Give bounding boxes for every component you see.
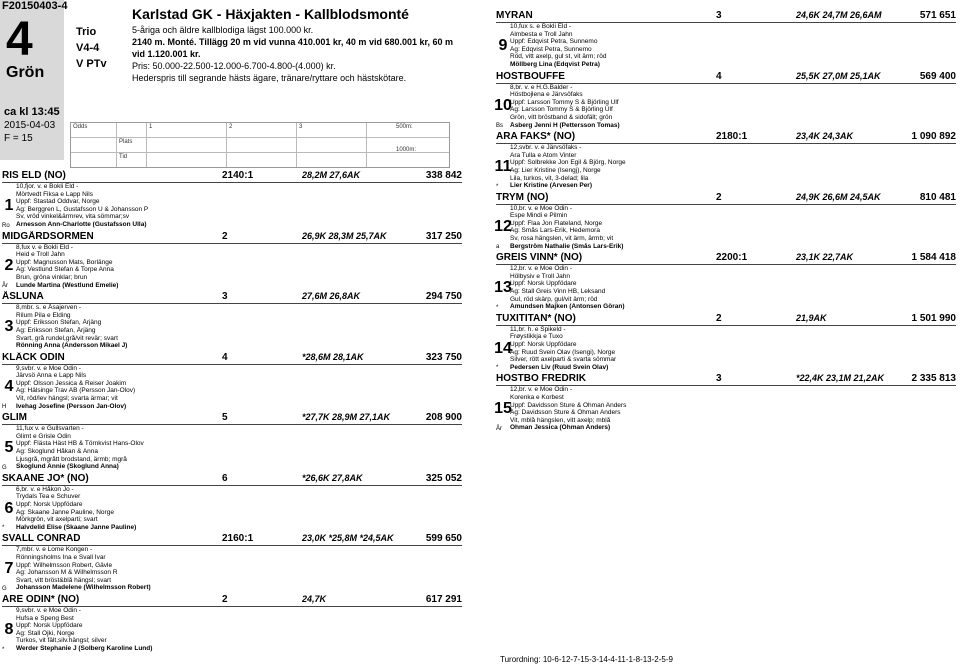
start-number: 12 — [494, 218, 512, 236]
horse-header — [2, 170, 462, 183]
time-box — [0, 104, 64, 160]
horse-earnings: 338 842 — [425, 170, 462, 181]
horse-info-line: Rönningsholms Ina e Svall Ivar — [16, 553, 106, 561]
horse-earnings: 323 750 — [425, 351, 462, 363]
horse-header — [2, 473, 462, 486]
horse-info-line: Järvsö Anna e Lapp Nils — [16, 372, 87, 380]
horse-info-line: Silver, rött axelparti & svarta sömmar — [510, 356, 617, 364]
horse-info-line: Vit, röd/lev hängsl; svarta ärmar; vit — [16, 395, 118, 403]
horse-entry — [2, 352, 462, 411]
horse-info-line: Mörkgrön, vit axelparti; svart — [16, 516, 98, 524]
horse-entry — [496, 131, 956, 190]
race-info-line: 2140 m. Monté. Tillägg 20 m vid vunna 410.001 kr, 40 m vid 680.001 kr, 60 m vid 1.120.001 kr. — [132, 37, 454, 59]
horse-best-times: 24,6K 24,7M 26,6AM — [796, 10, 882, 20]
rider-name: Öhman Jessica (Öhman Anders) — [510, 424, 611, 432]
horse-info-line: Uppf: Norsk Uppfödare — [510, 280, 577, 288]
horse-info-line: Brun, gröna vinklar; brun — [16, 273, 88, 281]
horse-header — [2, 231, 462, 244]
start-number: 9 — [498, 36, 508, 54]
horse-name: SKAANE JO* (NO) — [2, 472, 89, 484]
start-number: 15 — [494, 400, 512, 418]
horse-info-line: Äg: Eriksson Stefan, Årjäng — [16, 326, 96, 334]
horse-info-line: Äg: Ruud Svein Olav (Isengi), Norge — [510, 348, 616, 356]
f-value: F = 15 — [4, 133, 33, 144]
horse-info-line: Hölbysiv e Troll Jahn — [510, 272, 570, 280]
horse-record: 2 — [222, 593, 228, 605]
horse-entry — [496, 10, 956, 69]
shoe-note: Bs — [496, 123, 504, 130]
horse-header — [2, 291, 462, 304]
horse-info-line: Äg: Skaane Janne Pauline, Norge — [16, 508, 114, 516]
horse-info-line: Uppf: Davidsson Sture & Öhman Anders — [510, 401, 627, 409]
horse-info-line: Svart, grå rundel,grå/vit revär; svart — [16, 334, 118, 342]
horse-info-line: Äg: Davidsson Sture & Öhman Anders — [510, 409, 621, 417]
horse-best-times: 23,0K *25,8M *24,5AK — [302, 533, 394, 544]
horse-info-line: Korenka e Korbest — [510, 393, 564, 401]
horse-entry — [2, 594, 462, 653]
shoe-note: Ro — [2, 222, 10, 229]
horse-info-line: 10,br. v. e Moe Odin - — [510, 204, 573, 212]
horse-info-line: 10,fjor. v. e Bokli Eld - — [16, 183, 79, 190]
horse-earnings: 2 335 813 — [911, 373, 956, 385]
horse-header — [496, 313, 956, 326]
plats-label: Plats — [119, 139, 133, 145]
shoe-note: a — [496, 244, 500, 251]
horse-info-line: Äg: Larsson Tommy S & Björling Ulf — [510, 106, 613, 114]
race-info-line: Pris: 50.000-22.500-12.000-6.700-4.800-(4.000) kr. — [132, 61, 336, 71]
horse-info-line: 7,mbr. v. e Lome Kongen - — [16, 546, 93, 554]
horse-info-line: Hufsa e Speng Best — [16, 614, 74, 622]
horse-name: GREIS VINN* (NO) — [496, 252, 583, 264]
horse-header — [2, 352, 462, 365]
horse-info-line: 12,br. v. e Moe Odin - — [510, 265, 573, 273]
start-number: 7 — [4, 560, 14, 578]
horse-record: 5 — [222, 412, 228, 424]
horse-earnings: 1 584 418 — [911, 252, 956, 264]
horse-info-line: Äg: Smås Lars-Erik, Hedemora — [510, 227, 600, 235]
horse-info-line: Gul, röd skärp, gul/vit ärm; röd — [510, 295, 598, 303]
horse-record: 2140:1 — [222, 170, 254, 181]
shoe-note: * — [496, 183, 499, 190]
shoe-note: G — [2, 464, 7, 471]
horse-info-line: 6,br. v. e Håkon Jo - — [16, 485, 74, 493]
horse-info-line: Uppf: Olsson Jessica & Reiser Joakim — [16, 379, 127, 387]
horse-record: 2 — [222, 230, 228, 242]
dist-1000-label: 1000m: — [396, 147, 417, 153]
rider-name: Lunde Martina (Westlund Emelie) — [16, 281, 119, 289]
horse-info-line: Espe Mindi e Pilmin — [510, 212, 568, 220]
horse-info-line: Äg: Edqvist Petra, Sunnemo — [510, 45, 592, 53]
race-number: 4 — [6, 13, 33, 66]
start-number: 8 — [4, 620, 14, 638]
rider-name: Lier Kristine (Arvesen Per) — [510, 182, 593, 190]
left-horse-column — [2, 170, 462, 655]
rider-name: Möllberg Lina (Edqvist Petra) — [510, 60, 600, 68]
horse-best-times: *28,6M 28,1AK — [302, 351, 364, 362]
horse-info-line: 11,fux v. e Gullsvarten - — [16, 425, 84, 433]
race-title: Karlstad GK - Häxjakten - Kallblodsmonté — [132, 6, 409, 22]
horse-record: 2 — [716, 312, 722, 324]
horse-info-line: Äg: Berggren L, Gustafsson U & Johansson P — [16, 205, 149, 213]
horse-info-line: Uppf: Flästa Häst HB & Törnkvist Hans-Olov — [16, 440, 144, 448]
horse-record: 6 — [222, 472, 228, 484]
start-number: 4 — [4, 378, 14, 396]
horse-entry — [496, 71, 956, 130]
horse-record: 4 — [716, 70, 722, 82]
shoe-note: H — [2, 404, 7, 411]
rider-name: Bergström Nathalie (Smås Lars-Erik) — [510, 242, 624, 250]
shoe-note: * — [2, 525, 5, 532]
horse-info-line: 12,svbr. v. e Järvsöfaks - — [510, 144, 582, 152]
horse-earnings: 317 250 — [425, 230, 462, 242]
horse-record: 3 — [716, 10, 722, 21]
horse-earnings: 208 900 — [425, 412, 462, 424]
horse-earnings: 569 400 — [919, 70, 956, 82]
horse-best-times: 26,9K 28,3M 25,7AK — [302, 230, 387, 241]
start-number: 11 — [494, 157, 512, 175]
horse-name: MIDGÅRDSORMEN — [2, 230, 94, 242]
horse-best-times: 24,7K — [302, 593, 327, 604]
horse-best-times: *22,4K 23,1M 21,2AK — [796, 373, 885, 384]
shoe-note: År — [496, 425, 502, 432]
horse-info-line: 8,fux v. e Bokli Eld - — [16, 243, 73, 251]
horse-info-line: Äg: Vestlund Stefan & Torpe Anna — [16, 266, 114, 274]
horse-header — [496, 71, 956, 84]
horse-info-line: Turkos, vit fält,silv.hängsl; silver — [16, 637, 107, 645]
horse-info-line: Äg: Skoglund Håkan & Anna — [16, 448, 99, 456]
race-info-line: 5-åriga och äldre kallblodiga lägst 100.000 kr. — [132, 25, 314, 35]
col-label: 3 — [299, 124, 303, 130]
horse-info-line: 9,svbr. v. e Moe Odin - — [16, 606, 81, 614]
horse-record: 3 — [716, 373, 722, 385]
horse-best-times: 27,6M 26,8AK — [302, 291, 361, 302]
start-number: 14 — [494, 339, 512, 357]
horse-name: ÅSLUNA — [2, 291, 44, 303]
rider-name: Åsberg Jenni H (Pettersson Tomas) — [510, 121, 620, 129]
horse-info-line: Rilum Pila e Elding — [16, 311, 71, 319]
shoe-note: År — [2, 283, 8, 290]
horse-name: GLIM — [2, 412, 27, 424]
horse-info-line: Uppf: Stastad Oddvar, Norge — [16, 198, 100, 206]
horse-info-line: 12,br. v. e Moe Odin - — [510, 386, 573, 394]
horse-info-line: Äg: Johansson M & Wilhelmsson R — [16, 569, 118, 577]
horse-info-line: Höstbojlena e Järvsöfaks — [510, 91, 583, 99]
horse-info-line: Uppf: Larsson Tommy S & Björling Ulf — [510, 98, 619, 106]
horse-best-times: 24,9K 26,6M 24,5AK — [796, 191, 881, 202]
horse-info-line: Ara Tulla e Atom Vinter — [510, 151, 577, 159]
shoe-note: G — [2, 585, 7, 592]
col-label: 1 — [149, 124, 153, 130]
rider-name: Amundsen Majken (Antonsen Göran) — [510, 303, 625, 311]
horse-entry — [496, 373, 956, 432]
horse-entry — [496, 192, 956, 251]
horse-record: 3 — [222, 291, 228, 303]
horse-earnings: 617 291 — [425, 593, 462, 605]
shoe-note: * — [2, 646, 5, 653]
horse-earnings: 1 090 892 — [911, 131, 956, 143]
horse-name: ARA FAKS* (NO) — [496, 131, 576, 143]
horse-info-line: Uppf: Norsk Uppfödare — [16, 501, 83, 508]
odds-grid — [70, 122, 450, 168]
horse-header — [496, 131, 956, 144]
horse-name: SVALL CONRAD — [2, 533, 81, 545]
start-number: 3 — [4, 317, 14, 335]
race-date: 2015-04-03 — [4, 120, 56, 131]
start-number: 10 — [494, 97, 512, 115]
bet-type: V PTv — [76, 58, 107, 70]
horse-entry — [2, 291, 462, 350]
rider-name: Johansson Madelene (Wilhelmsson Robert) — [16, 584, 151, 592]
horse-entry — [2, 412, 462, 471]
horse-info-line: Uppf: Norsk Uppfödare — [510, 341, 577, 348]
horse-entry — [496, 313, 956, 372]
horse-info-line: Uppf: Norsk Uppfödare — [16, 622, 83, 630]
horse-best-times: 21,9AK — [796, 312, 827, 323]
horse-entry — [2, 473, 462, 532]
horse-info-line: Sv, vröd vinkel&ärmrev, vita sömmar;sv — [16, 213, 130, 221]
horse-info-line: Glimt e Grisle Odin — [16, 432, 71, 440]
horse-info-line: Heid e Troll Jahn — [16, 251, 65, 259]
horse-info-line: Vit, mblå hängslen, vitt axelp; mblå — [510, 416, 611, 424]
horse-earnings: 325 052 — [425, 472, 462, 484]
horse-best-times: *26,6K 27,8AK — [302, 472, 363, 483]
turordning: Turordning: 10-6-12-7-15-3-14-4-11-1-8-13-2-5-9 — [500, 655, 673, 664]
horse-entry — [2, 170, 462, 229]
horse-best-times: 23,4K 24,3AK — [796, 131, 854, 142]
horse-info-line: Ljusgrå, mgrått brodstand, ärmb; mgrå — [16, 455, 127, 463]
rider-name: Skoglund Annie (Skoglund Anna) — [16, 463, 119, 471]
rider-name: Ivehag Josefine (Persson Jan-Olov) — [16, 402, 127, 410]
horse-record: 2180:1 — [716, 131, 748, 143]
horse-info-line: Uppf: Edqvist Petra, Sunnemo — [510, 38, 598, 46]
horse-record: 2160:1 — [222, 533, 254, 545]
start-number: 1 — [4, 196, 14, 214]
horse-record: 4 — [222, 351, 228, 363]
horse-name: TRYM (NO) — [496, 191, 549, 203]
horse-info-line: Mörtvedt Fiksa e Lapp Nils — [16, 190, 93, 198]
horse-earnings: 1 501 990 — [911, 312, 956, 324]
horse-info-line: Sv, rosa hängslen, vit ärm, ärmb; vit — [510, 235, 614, 243]
horse-name: RIS ELD (NO) — [2, 170, 66, 181]
horse-best-times: 25,5K 27,0M 25,1AK — [796, 70, 881, 81]
horse-record: 2 — [716, 191, 722, 203]
rider-name: Halvdelid Elise (Skaane Janne Pauline) — [16, 523, 137, 531]
horse-info-line: 11,br. h. e Spikeld - — [510, 325, 566, 333]
start-number: 5 — [4, 439, 14, 457]
horse-info-line: Äg: Hälsinge Trav AB (Persson Jan-Olov) — [16, 387, 136, 395]
race-info — [132, 24, 462, 84]
dist-500-label: 500m: — [396, 124, 413, 130]
horse-info-line: Äg: Stall Ojki, Norge — [16, 629, 75, 637]
shoe-note: * — [496, 304, 499, 311]
horse-earnings: 599 650 — [425, 533, 462, 545]
horse-best-times: 23,1K 22,7AK — [796, 252, 854, 263]
rider-name: Werder Stephanie J (Solberg Karoline Lund) — [16, 644, 153, 652]
program-code: F20150403-4 — [2, 0, 68, 12]
horse-entry — [2, 231, 462, 290]
horse-header — [2, 412, 462, 425]
start-time: ca kl 13:45 — [4, 106, 60, 118]
horse-info-line: Uppf: Solbrekke Jon Egil & Björg, Norge — [510, 159, 626, 167]
bet-types — [76, 24, 107, 72]
horse-info-line: Almbesta e Troll Jahn — [510, 30, 573, 38]
horse-info-line: Äg: Lier Kristine (Isengj), Norge — [510, 166, 601, 174]
horse-name: TUXITITAN* (NO) — [496, 312, 576, 324]
horse-info-line: Uppf: Wilhelmsson Robert, Gävle — [16, 561, 113, 569]
race-info-line: Hederspris till segrande hästs ägare, tränare/ryttare och hästskötare. — [132, 73, 407, 83]
horse-info-line: Svart, vitt bröst&blå hängsl; svart — [16, 576, 112, 584]
start-number: 6 — [4, 499, 14, 517]
horse-header — [496, 192, 956, 205]
horse-info-line: Frøystikkja e Tuxo — [510, 333, 563, 341]
rider-name: Pedersen Liv (Ruud Svein Olav) — [510, 363, 609, 371]
horse-header — [496, 373, 956, 386]
horse-info-line: Lila, turkos, vit, 3-delad; lila — [510, 174, 589, 182]
horse-name: ARE ODIN* (NO) — [2, 593, 80, 605]
horse-info-line: 10,fux s. e Bokli Eld - — [510, 23, 572, 30]
horse-earnings: 810 481 — [919, 191, 956, 203]
horse-info-line: 9,svbr. v. e Moe Odin - — [16, 364, 81, 372]
odds-label: Odds — [73, 124, 88, 130]
horse-entry — [496, 252, 956, 311]
horse-earnings: 294 750 — [425, 291, 462, 303]
horse-best-times: *27,7K 28,9M 27,1AK — [302, 412, 391, 423]
tid-label: Tid — [119, 154, 128, 160]
horse-info-line: Grön, vitt bröstband & sidofält; grön — [510, 113, 613, 121]
horse-info-line: Uppf: Flaa Jon Flateland, Norge — [510, 219, 603, 227]
horse-info-line: Röd, vitt axelp, gul st, vit ärm; röd — [510, 53, 607, 61]
right-horse-column — [496, 10, 956, 434]
bet-type: Trio — [76, 26, 97, 38]
horse-info-line: Uppf: Magnusson Mats, Borlänge — [16, 258, 113, 266]
rider-name: Arnesson Ann-Charlotte (Gustafsson Ulla) — [16, 220, 147, 228]
horse-header — [2, 533, 462, 546]
horse-earnings: 571 651 — [919, 10, 956, 21]
horse-info-line: Trydals Tea e Schuver — [16, 493, 81, 501]
start-number: 13 — [494, 279, 512, 297]
horse-info-line: Äg: Stall Greis Vinn HB, Leksand — [510, 288, 606, 296]
col-label: 2 — [229, 124, 233, 130]
horse-info-line: 8,br. v. e H.G.Balder - — [510, 83, 573, 91]
horse-name: MYRAN — [496, 10, 533, 21]
start-number: 2 — [4, 257, 14, 275]
shoe-note: * — [496, 365, 499, 372]
horse-record: 2200:1 — [716, 252, 748, 264]
horse-info-line: 8,mbr. s. e Åsajerven - — [16, 304, 82, 312]
horse-header — [496, 252, 956, 265]
color-label: Grön — [6, 64, 45, 81]
rider-name: Rönning Anna (Andersson Mikael J) — [16, 342, 128, 350]
horse-best-times: 28,2M 27,6AK — [302, 170, 361, 180]
bet-type: V4-4 — [76, 42, 100, 54]
horse-name: HÖSTBO FREDRIK — [496, 373, 586, 385]
horse-header — [496, 10, 956, 23]
horse-name: KLÄCK ODIN — [2, 351, 65, 363]
horse-header — [2, 594, 462, 607]
horse-entry — [2, 533, 462, 592]
horse-name: HÖSTBOUFFE — [496, 70, 565, 82]
horse-info-line: Uppf: Eriksson Stefan, Årjäng — [16, 319, 102, 327]
